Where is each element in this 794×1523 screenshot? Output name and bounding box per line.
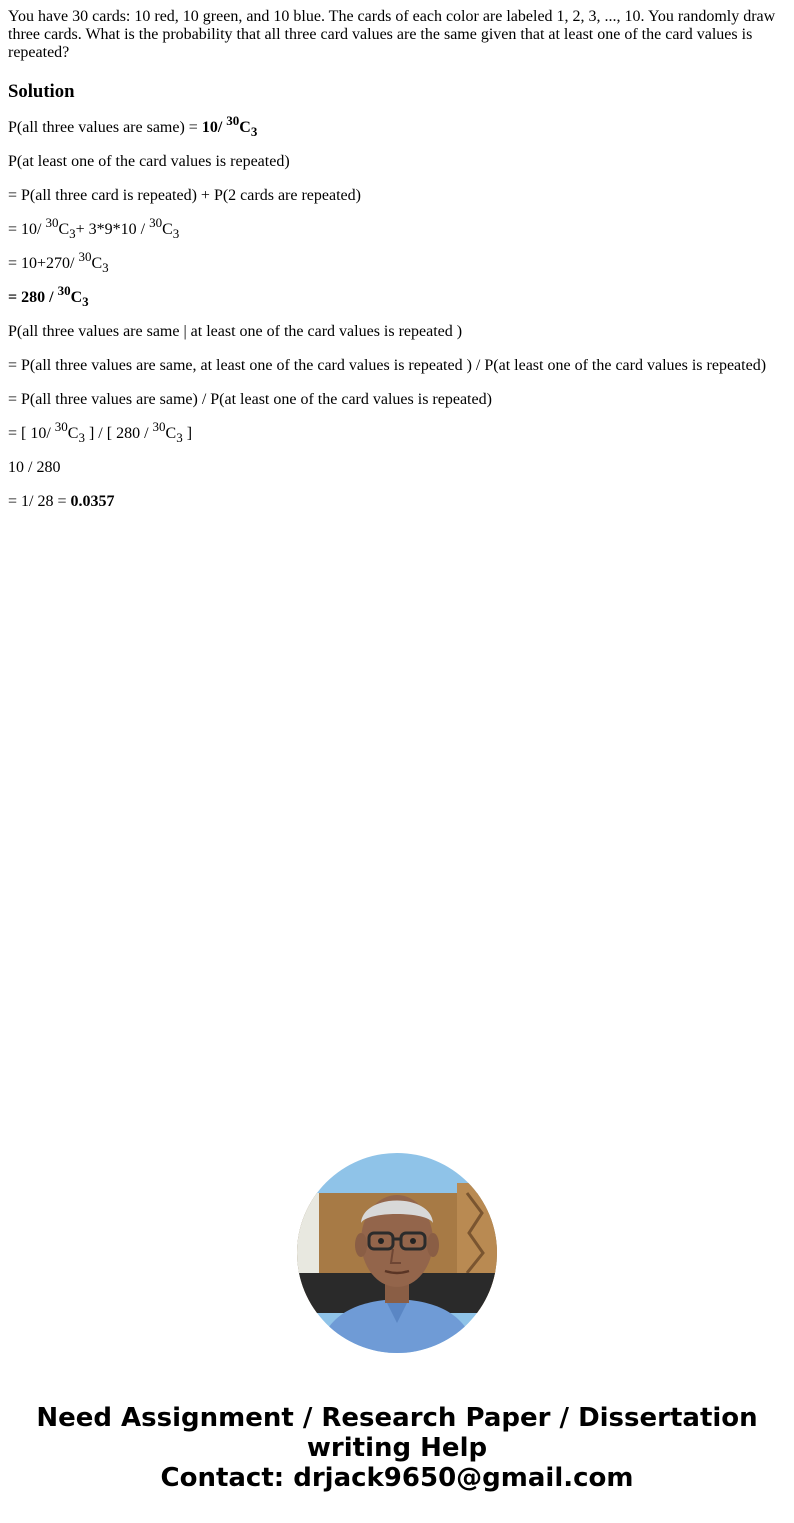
author-photo (297, 1153, 497, 1353)
solution-line-2: P(at least one of the card values is repeated) (8, 153, 290, 170)
solution-line-12: = 1/ 28 = 0.0357 (8, 493, 115, 510)
footer-line-2: writing Help (306, 1433, 488, 1463)
solution-line-1: P(all three values are same) = 10/ $^{30}C_3$ (8, 113, 258, 139)
solution-line-10: = [ 10/ $^{30}C_3$ ] / [ $280 / ^{30}C_3$ ] (8, 419, 193, 445)
solution-line-3: = P(all three card is repeated) + P(2 cards are repeated) (8, 187, 361, 204)
footer-line-1: Need Assignment / Research Paper / Dissertation (36, 1403, 758, 1433)
solution-line-8: = P(all three values are same, at least one of the card values is repeated ) / P(at least one of the card values is repeated) (8, 357, 767, 374)
solution-line-7: P(all three values are same | at least one of the card values is repeated ) (8, 323, 463, 340)
question-text: You have 30 cards: 10 red, 10 green, and 10 blue. The cards of each color are labeled 1, 2, 3, ..., 10. You randomly draw three cards. What is the probability that all three card values are the same given that at least one of the card values is repeated? (8, 8, 776, 61)
solution-line-6: = $280 / ^{30}C_3$ (8, 283, 89, 309)
solution-heading: Solution (8, 81, 75, 102)
contact-footer (0, 1403, 794, 1493)
solution-line-9: = P(all three values are same) / P(at least one of the card values is repeated) (8, 391, 492, 408)
solution-line-5: = 10+270/ $^{30}C_3$ (8, 249, 109, 275)
solution-line-4: = 10/ $^{30}C_3+ 3*9*10 / ^{30}C_3$ (8, 215, 180, 241)
solution-document (8, 8, 786, 511)
footer-contact-line: Contact: drjack9650@gmail.com (160, 1463, 634, 1493)
solution-line-11: 10 / 280 (8, 459, 61, 476)
author-avatar (297, 1153, 497, 1353)
